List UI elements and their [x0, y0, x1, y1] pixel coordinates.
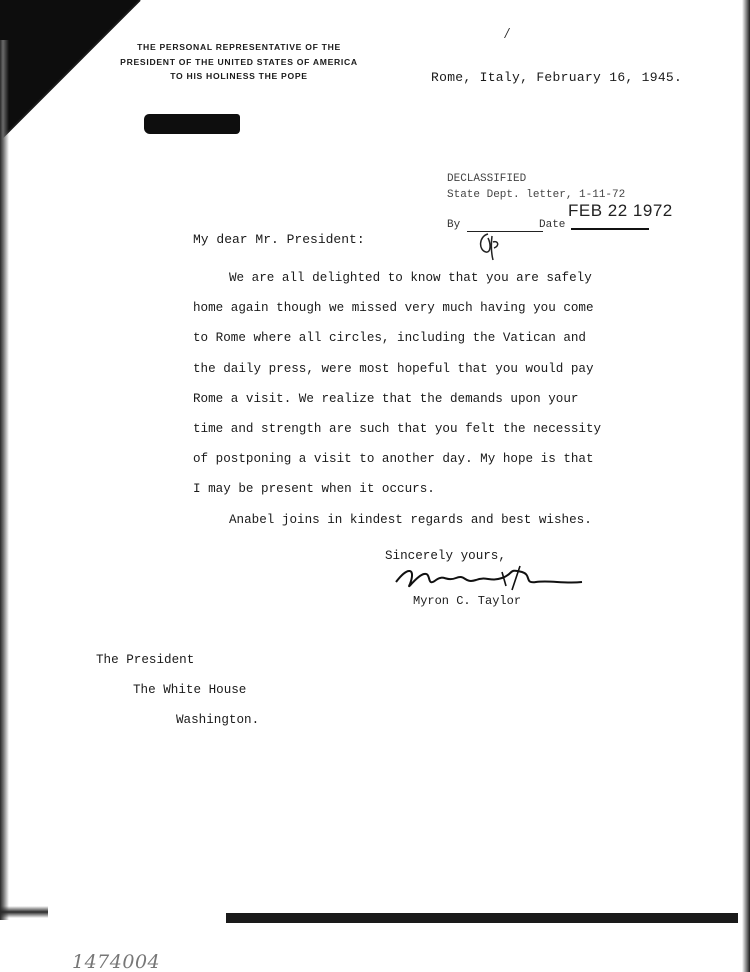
- declassification-stamp: [447, 171, 625, 203]
- scan-edge-bottom-left: [0, 906, 48, 918]
- letterhead: [98, 40, 380, 84]
- redaction-bar: [144, 114, 240, 134]
- closing: Sincerely yours,: [385, 549, 506, 563]
- declass-authority: State Dept. letter, 1-11-72: [447, 189, 626, 201]
- pen-mark: /: [505, 26, 510, 40]
- recipient-address: The White House: [133, 683, 247, 697]
- scan-edge-right: [738, 0, 750, 972]
- body-line: Rome a visit. We realize that the demands upon your: [193, 391, 579, 406]
- handwritten-signature: [386, 560, 591, 598]
- body-line: Anabel joins in kindest regards and best wishes.: [229, 512, 592, 527]
- declass-date-underline: [571, 228, 649, 230]
- body-line: I may be present when it occurs.: [193, 482, 435, 497]
- letterhead-line: PRESIDENT OF THE UNITED STATES OF AMERICA: [120, 56, 358, 67]
- body-line: home again though we missed very much having you come: [193, 301, 594, 316]
- recipient-title: The President: [96, 653, 195, 667]
- body-line: the daily press, were most hopeful that you would pay: [193, 361, 594, 376]
- declass-by-label: By: [447, 219, 461, 231]
- body-line: to Rome where all circles, including the Vatican and: [193, 331, 586, 346]
- declass-date-label: Date: [539, 219, 566, 231]
- body-line: time and strength are such that you felt the necessity: [193, 421, 602, 436]
- dateline: Rome, Italy, February 16, 1945.: [431, 70, 683, 85]
- handwritten-initials: [474, 230, 504, 264]
- body-line: We are all delighted to know that you are safely: [229, 271, 592, 285]
- salutation: My dear Mr. President:: [193, 232, 365, 247]
- scan-edge-left: [0, 40, 14, 920]
- scan-edge-bottom: [226, 913, 738, 923]
- signer-name: Myron C. Taylor: [413, 594, 522, 608]
- letter-body: [193, 263, 601, 535]
- body-line: of postponing a visit to another day. My hope is that: [193, 452, 594, 467]
- recipient-city: Washington.: [176, 713, 260, 727]
- letterhead-line: THE PERSONAL REPRESENTATIVE OF THE: [137, 42, 341, 52]
- letterhead-line: TO HIS HOLINESS THE POPE: [170, 71, 308, 81]
- archive-number: 1474004: [72, 951, 161, 972]
- declass-stamp-date: FEB 22 1972: [568, 201, 673, 220]
- declass-title: DECLASSIFIED: [447, 173, 527, 185]
